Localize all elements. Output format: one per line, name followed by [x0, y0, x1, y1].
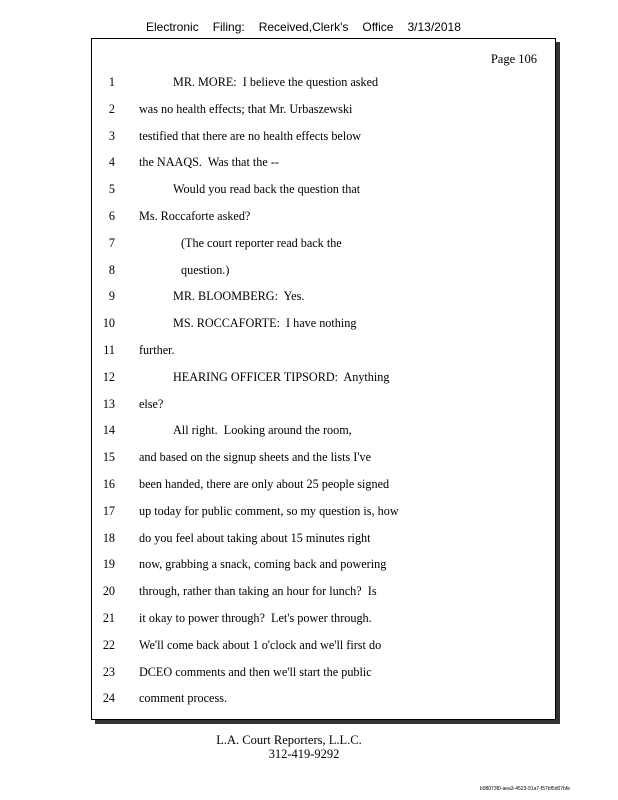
- transcript-line: [92, 503, 555, 530]
- court-reporter-firm: L.A. Court Reporters, L.L.C.: [216, 733, 362, 747]
- line-number: 9: [108, 289, 115, 304]
- line-number: 11: [103, 342, 115, 357]
- line-number: 21: [102, 610, 115, 625]
- line-text: MS. ROCCAFORTE: I have nothing: [173, 316, 357, 331]
- line-text: comment process.: [139, 691, 227, 706]
- transcript-line: [92, 181, 555, 208]
- line-text: HEARING OFFICER TIPSORD: Anything: [173, 369, 390, 384]
- transcript-line: [92, 664, 555, 691]
- line-text: been handed, there are only about 25 people signed: [139, 476, 390, 491]
- line-number: 17: [102, 503, 115, 518]
- transcript-line: [92, 610, 555, 637]
- stamp-date: 3/13/2018: [407, 20, 461, 34]
- line-text: All right. Looking around the room,: [173, 423, 352, 438]
- line-text: further.: [139, 342, 175, 357]
- transcript-line: [92, 208, 555, 235]
- line-text: Would you read back the question that: [173, 182, 361, 197]
- line-number: 20: [102, 584, 115, 599]
- transcript-line: [92, 476, 555, 503]
- line-number: 13: [102, 396, 115, 411]
- line-number: 19: [102, 557, 115, 572]
- transcript-lines: [92, 74, 555, 717]
- transcript-line: [92, 556, 555, 583]
- line-text: and based on the signup sheets and the lists I've: [139, 450, 372, 465]
- line-text: MR. BLOOMBERG: Yes.: [173, 289, 305, 304]
- line-text: Ms. Roccaforte asked?: [139, 208, 251, 223]
- transcript-line: [92, 369, 555, 396]
- page-footer: [0, 733, 618, 761]
- transcript-line: [92, 530, 555, 557]
- transcript-line: [92, 583, 555, 610]
- line-number: 15: [102, 450, 115, 465]
- line-text: (The court reporter read back the: [181, 235, 342, 250]
- line-number: 8: [108, 262, 115, 277]
- line-number: 1: [108, 75, 115, 89]
- line-number: 6: [108, 208, 115, 223]
- transcript-line: [92, 690, 555, 717]
- transcript-line: [92, 422, 555, 449]
- line-text: up today for public comment, so my question is, how: [139, 503, 399, 518]
- transcript-page: [91, 38, 556, 720]
- transcript-line: [92, 235, 555, 262]
- line-text: DCEO comments and then we'll start the public: [139, 664, 372, 679]
- line-text: question.): [181, 262, 230, 277]
- line-number: 3: [108, 128, 115, 143]
- transcript-line: [92, 396, 555, 423]
- transcript-line: [92, 342, 555, 369]
- transcript-line: [92, 74, 555, 101]
- line-text: We'll come back about 1 o'clock and we'll first do: [139, 637, 382, 652]
- court-reporter-phone: 312-419-9292: [268, 747, 340, 761]
- line-number: 12: [102, 369, 115, 384]
- line-text: else?: [139, 396, 164, 411]
- line-text: testified that there are no health effects below: [139, 128, 362, 143]
- line-number: 5: [108, 182, 115, 197]
- transcript-line: [92, 637, 555, 664]
- transcript-line: [92, 449, 555, 476]
- line-number: 16: [102, 476, 115, 491]
- line-number: 14: [102, 423, 115, 438]
- line-text: do you feel about taking about 15 minutes right: [139, 530, 371, 545]
- filing-stamp: [146, 20, 475, 34]
- stamp-word: Filing:: [212, 20, 245, 34]
- document-id: b98073f0-aea3-4523-91a7-f57bf5d07bfe: [479, 786, 570, 792]
- line-number: 10: [102, 316, 115, 331]
- stamp-word: Electronic: [146, 20, 199, 34]
- transcript-line: [92, 101, 555, 128]
- line-text: now, grabbing a snack, coming back and powering: [139, 557, 387, 572]
- transcript-line: [92, 262, 555, 289]
- line-number: 18: [102, 530, 115, 545]
- transcript-line: [92, 288, 555, 315]
- transcript-line: [92, 315, 555, 342]
- line-text: was no health effects; that Mr. Urbaszewski: [139, 101, 353, 116]
- line-text: the NAAQS. Was that the --: [139, 155, 279, 170]
- line-number: 23: [102, 664, 115, 679]
- line-number: 24: [102, 691, 115, 706]
- line-text: through, rather than taking an hour for lunch? Is: [139, 584, 377, 599]
- line-number: 7: [108, 235, 115, 250]
- transcript-line: [92, 128, 555, 155]
- transcript-line: [92, 154, 555, 181]
- line-text: MR. MORE: I believe the question asked: [173, 75, 379, 89]
- line-number: 2: [108, 101, 115, 116]
- stamp-word: Received,Clerk's: [258, 20, 349, 34]
- line-text: it okay to power through? Let's power through.: [139, 610, 372, 625]
- page-number: Page 106: [490, 52, 537, 66]
- line-number: 22: [102, 637, 115, 652]
- line-number: 4: [108, 155, 115, 170]
- stamp-word: Office: [362, 20, 394, 34]
